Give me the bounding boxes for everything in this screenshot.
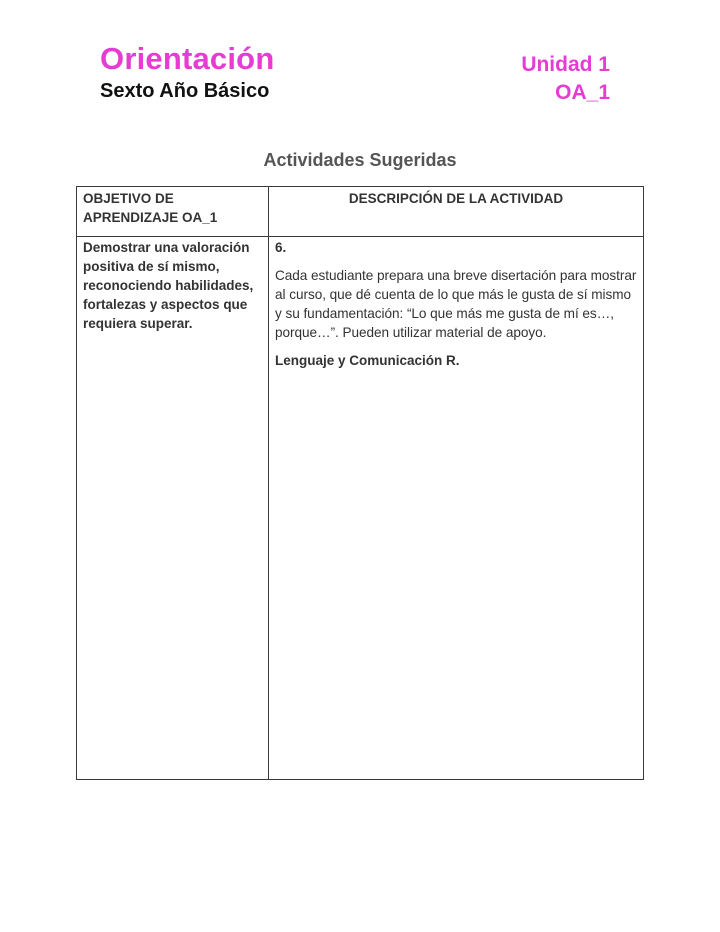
table-row — [77, 237, 644, 780]
activity-description: Cada estudiante prepara una breve disertación para mostrar al curso, que dé cuenta de lo que más le gusta de sí mismo y su fundamentación: “Lo que más me gusta de mí es…, porque…”. Pueden utilizar material de apoyo. — [275, 268, 637, 340]
unit-label: Unidad 1 — [521, 53, 610, 76]
column-header-description: DESCRIPCIÓN DE LA ACTIVIDAD — [269, 187, 644, 237]
activity-number: 6. — [275, 240, 287, 255]
oa-label: OA_1 — [555, 81, 610, 104]
activity-subject: Lenguaje y Comunicación R. — [275, 353, 460, 368]
course-title: Orientación — [100, 41, 275, 76]
grade-subtitle: Sexto Año Básico — [100, 80, 270, 102]
description-cell — [269, 237, 644, 780]
section-heading: Actividades Sugeridas — [263, 150, 457, 170]
objective-cell: Demostrar una valoración positiva de sí mismo, reconociendo habilidades, fortalezas y aspectos que requiera superar. — [77, 237, 269, 780]
column-header-objective: OBJETIVO DE APRENDIZAJE OA_1 — [77, 187, 269, 237]
table-header-row — [77, 187, 644, 237]
activities-table — [76, 186, 644, 780]
